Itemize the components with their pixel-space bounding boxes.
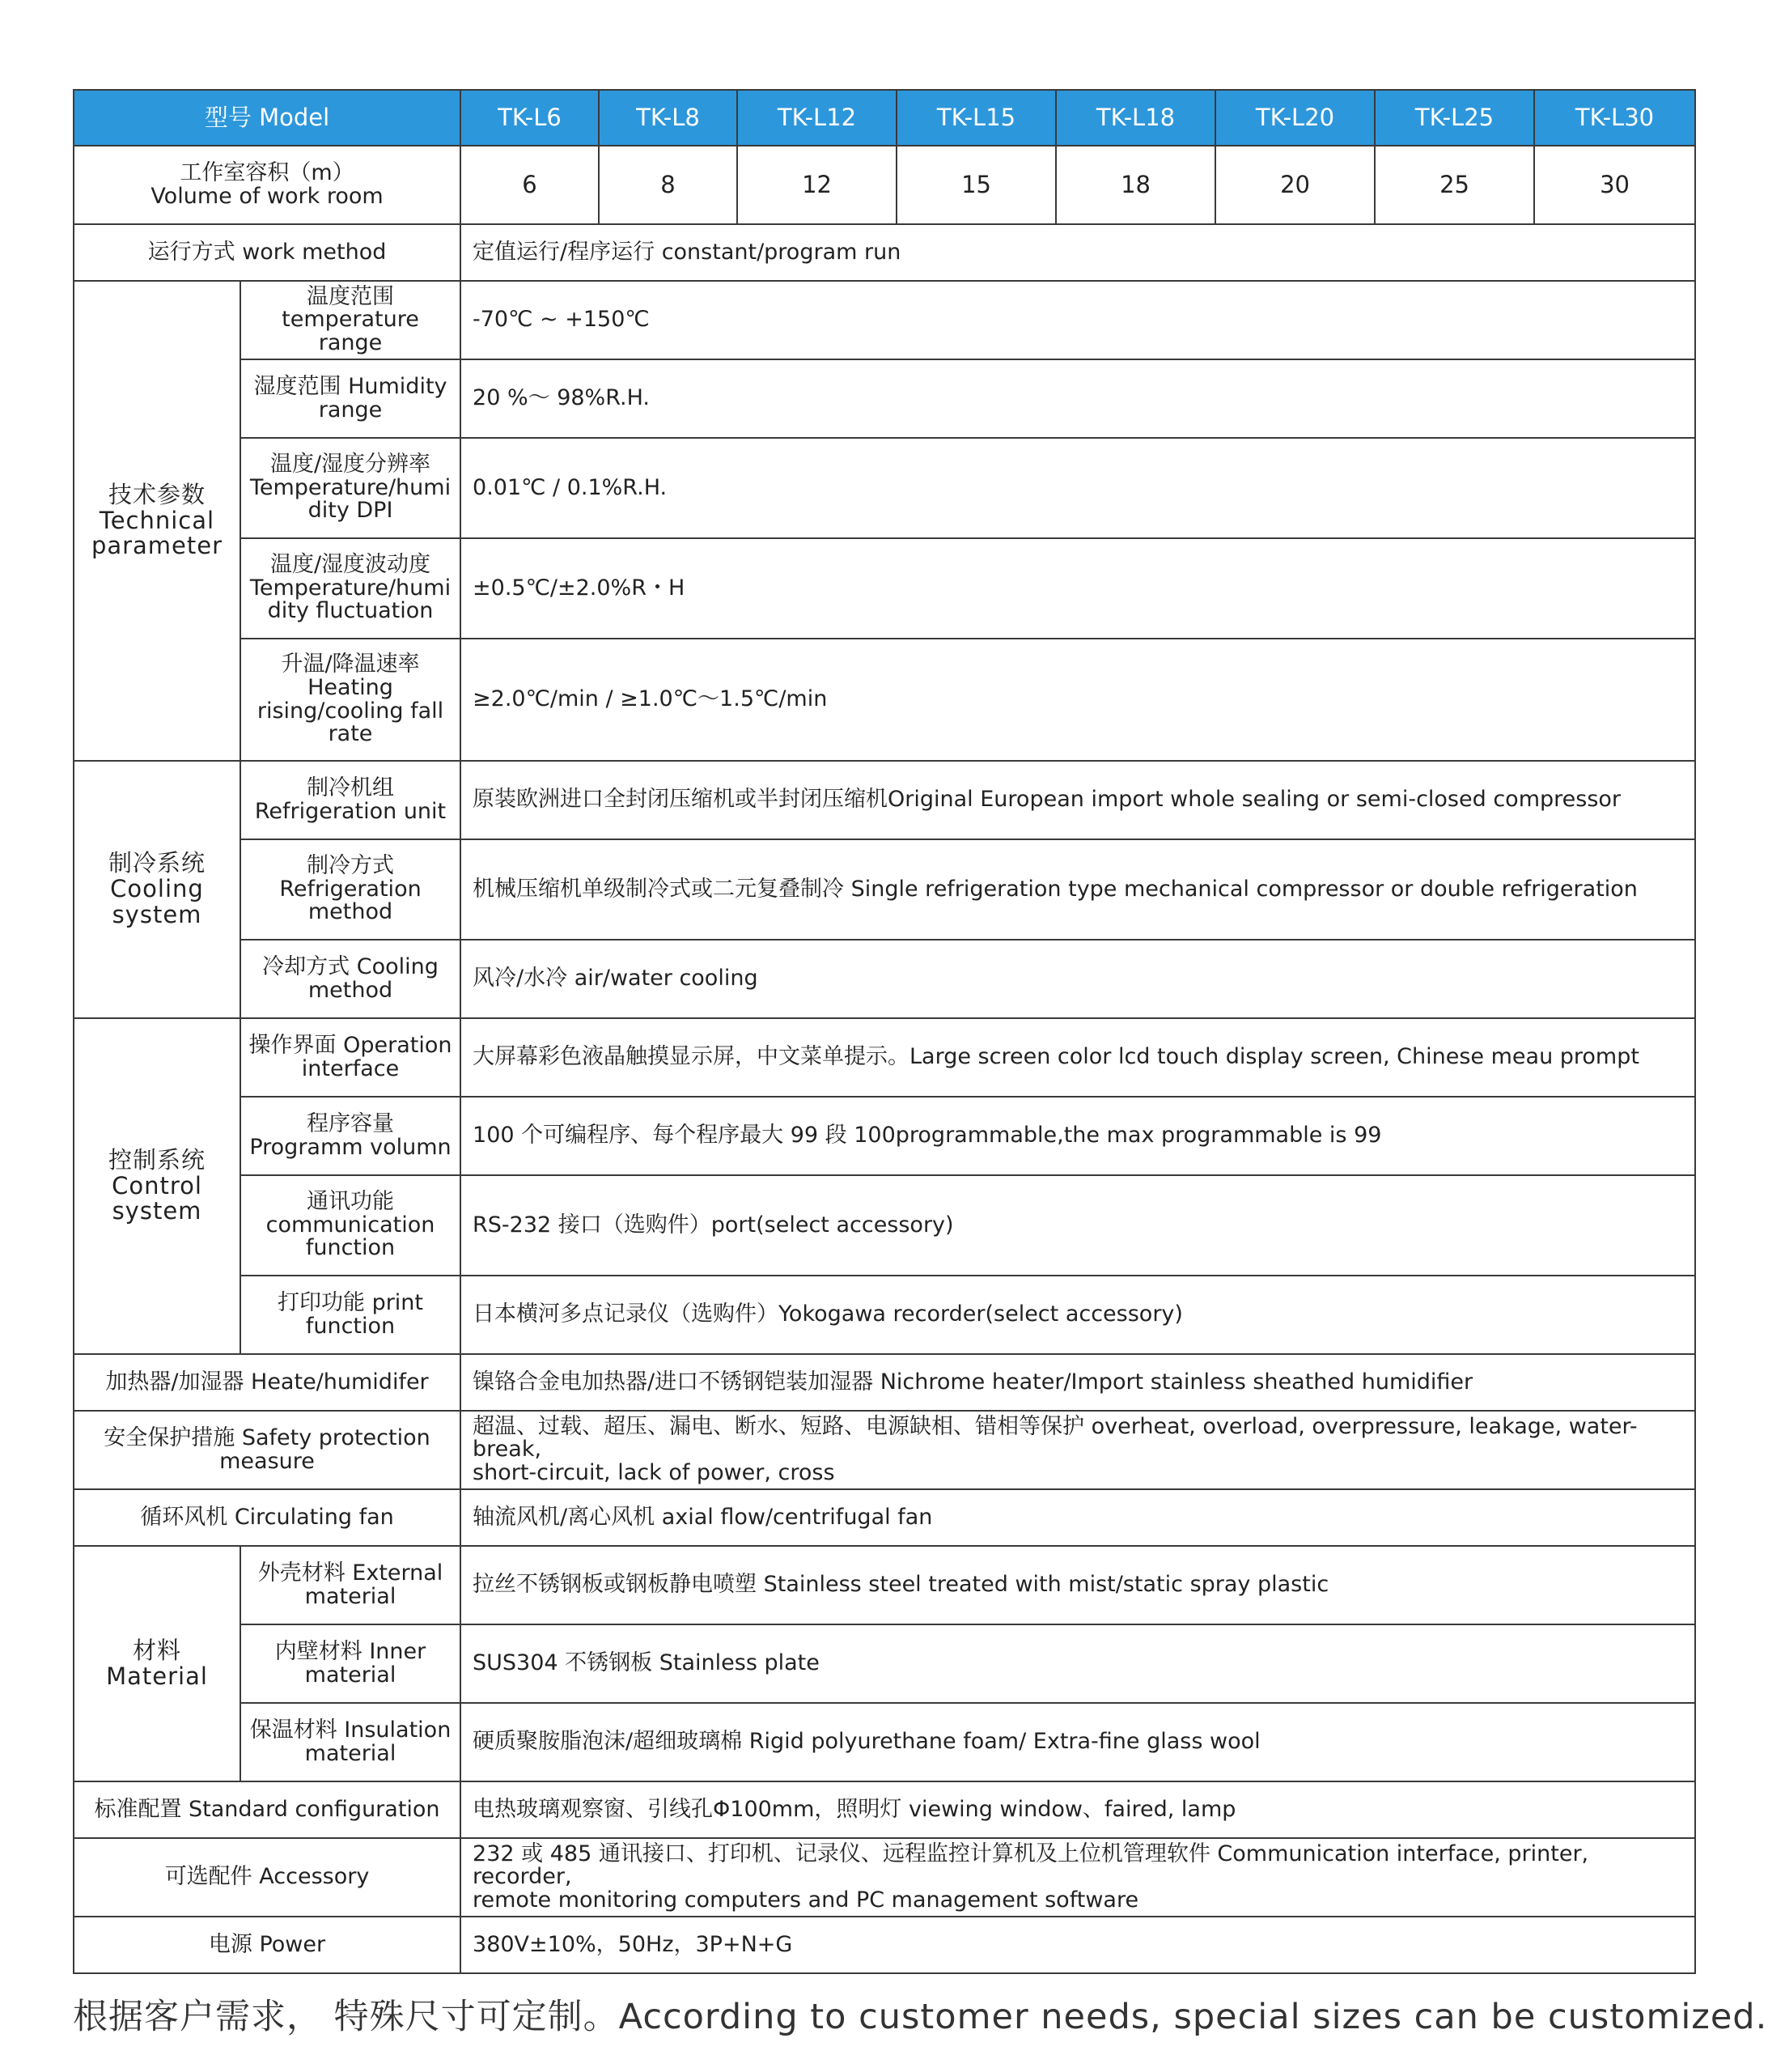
label-line: Refrigeration bbox=[279, 876, 422, 902]
cooling-group-en: system bbox=[112, 900, 202, 928]
material-group-en: Material bbox=[106, 1662, 208, 1690]
value-line: short-circuit, lack of power, cross bbox=[473, 1459, 835, 1485]
label-line: Temperature/humi bbox=[249, 575, 452, 601]
cooling-param-value: 机械压缩机单级制冷式或二元复叠制冷 Single refrigeration type mechanical compressor or double refrigeration bbox=[460, 839, 1695, 940]
model-tk-l25: TK-L25 bbox=[1375, 90, 1534, 146]
fan-row bbox=[74, 1489, 1695, 1546]
volume-label-en: Volume of work room bbox=[151, 183, 384, 209]
label-line: rate bbox=[328, 721, 373, 747]
technical-group-label bbox=[74, 281, 240, 761]
label-line: Heating bbox=[307, 674, 393, 700]
model-tk-l8: TK-L8 bbox=[599, 90, 737, 146]
label-line: method bbox=[307, 899, 393, 925]
model-tk-l30: TK-L30 bbox=[1534, 90, 1695, 146]
material-param-value: SUS304 不锈钢板 Stainless plate bbox=[460, 1624, 1695, 1703]
technical-group-en: parameter bbox=[91, 532, 223, 560]
standard-value: 电热玻璃观察窗、引线孔Φ100mm，照明灯 viewing window、faired, lamp bbox=[460, 1781, 1695, 1838]
model-tk-l6: TK-L6 bbox=[460, 90, 599, 146]
tech-param-label bbox=[240, 359, 460, 438]
volume-row bbox=[74, 146, 1695, 224]
fan-value: 轴流风机/离心风机 axial flow/centrifugal fan bbox=[460, 1489, 1695, 1546]
tech-row-rate bbox=[74, 639, 1695, 761]
label-line: material bbox=[304, 1583, 396, 1609]
cooling-param-value: 原装欧洲进口全封闭压缩机或半封闭压缩机Original European import whole sealing or semi-closed compressor bbox=[460, 761, 1695, 839]
accessory-row bbox=[74, 1838, 1695, 1917]
model-tk-l12: TK-L12 bbox=[737, 90, 897, 146]
material-group-cn: 材料 bbox=[132, 1636, 181, 1664]
label-line: communication bbox=[265, 1212, 435, 1238]
tech-param-label bbox=[240, 639, 460, 761]
work-method-label: 运行方式 work method bbox=[74, 224, 460, 281]
label-line: method bbox=[307, 977, 393, 1003]
technical-group-en: Technical bbox=[99, 506, 215, 534]
fan-label: 循环风机 Circulating fan bbox=[74, 1489, 460, 1546]
label-line: 安全保护措施 Safety protection bbox=[104, 1424, 430, 1450]
volume-label bbox=[74, 146, 460, 224]
volume-value: 18 bbox=[1056, 146, 1215, 224]
power-value: 380V±10%，50Hz，3P+N+G bbox=[460, 1917, 1695, 1973]
label-line: 制冷方式 bbox=[307, 853, 394, 879]
material-row-external bbox=[74, 1546, 1695, 1624]
control-param-value: 日本横河多点记录仪（选购件）Yokogawa recorder(select accessory) bbox=[460, 1276, 1695, 1354]
technical-group-cn: 技术参数 bbox=[108, 480, 206, 508]
cooling-param-label bbox=[240, 839, 460, 940]
label-line: range bbox=[318, 397, 383, 422]
volume-value: 8 bbox=[599, 146, 737, 224]
spec-table bbox=[73, 89, 1696, 1974]
label-line: dity fluctuation bbox=[267, 598, 434, 624]
volume-value: 12 bbox=[737, 146, 897, 224]
label-line: 打印功能 print bbox=[277, 1289, 424, 1315]
tech-param-label bbox=[240, 438, 460, 538]
cooling-param-label bbox=[240, 940, 460, 1018]
material-row-insulation bbox=[74, 1703, 1695, 1781]
label-line: Temperature/humi bbox=[249, 474, 452, 500]
control-group-label bbox=[74, 1018, 240, 1354]
customization-note: 根据客户需求， 特殊尺寸可定制。According to customer needs, special sizes can be customized. bbox=[73, 1997, 1768, 2037]
volume-value: 6 bbox=[460, 146, 599, 224]
model-tk-l18: TK-L18 bbox=[1056, 90, 1215, 146]
safety-label bbox=[74, 1411, 460, 1489]
model-label: 型号 Model bbox=[74, 90, 460, 146]
label-line: 外壳材料 External bbox=[257, 1560, 443, 1586]
label-line: 升温/降温速率 bbox=[281, 652, 420, 677]
volume-value: 25 bbox=[1375, 146, 1534, 224]
work-method-row bbox=[74, 224, 1695, 281]
control-row-interface bbox=[74, 1018, 1695, 1097]
standard-label: 标准配置 Standard configuration bbox=[74, 1781, 460, 1838]
tech-row-fluctuation bbox=[74, 538, 1695, 639]
power-label: 电源 Power bbox=[74, 1917, 460, 1973]
control-group-en: system bbox=[112, 1197, 202, 1225]
control-param-label bbox=[240, 1276, 460, 1354]
material-param-label bbox=[240, 1546, 460, 1624]
tech-param-value: ≥2.0℃/min / ≥1.0℃～1.5℃/min bbox=[460, 639, 1695, 761]
control-param-label bbox=[240, 1018, 460, 1097]
heater-row bbox=[74, 1354, 1695, 1411]
label-line: dity DPI bbox=[307, 498, 393, 524]
value-line: 232 或 485 通讯接口、打印机、记录仪、远程监控计算机及上位机管理软件 Communication interface, printer, recorder, bbox=[473, 1841, 1589, 1890]
cooling-group-en: Cooling bbox=[110, 875, 204, 903]
material-param-value: 硬质聚胺脂泡沫/超细玻璃棉 Rigid polyurethane foam/ Extra-fine glass wool bbox=[460, 1703, 1695, 1781]
label-line: 通讯功能 bbox=[307, 1189, 394, 1215]
label-line: rising/cooling fall bbox=[257, 698, 444, 724]
material-param-label bbox=[240, 1703, 460, 1781]
control-row-communication bbox=[74, 1175, 1695, 1276]
value-line: remote monitoring computers and PC management software bbox=[473, 1887, 1139, 1913]
volume-value: 20 bbox=[1215, 146, 1375, 224]
tech-row-humidity-range bbox=[74, 359, 1695, 438]
header-row bbox=[74, 90, 1695, 146]
label-line: 操作界面 Operation bbox=[248, 1032, 452, 1058]
heater-value: 镍铬合金电加热器/进口不锈钢铠装加湿器 Nichrome heater/Import stainless sheathed humidifier bbox=[460, 1354, 1695, 1411]
power-row bbox=[74, 1917, 1695, 1973]
control-param-label bbox=[240, 1097, 460, 1175]
value-line: 超温、过载、超压、漏电、断水、短路、电源缺相、错相等保护 overheat, overload, overpressure, leakage, water-break, bbox=[473, 1413, 1638, 1463]
tech-param-value: -70℃ ~ +150℃ bbox=[460, 281, 1695, 359]
label-line: function bbox=[305, 1235, 396, 1261]
tech-param-label bbox=[240, 281, 460, 359]
safety-value bbox=[460, 1411, 1695, 1489]
model-tk-l20: TK-L20 bbox=[1215, 90, 1375, 146]
tech-param-value: 0.01℃ / 0.1%R.H. bbox=[460, 438, 1695, 538]
label-line: function bbox=[305, 1313, 396, 1339]
label-line: material bbox=[304, 1740, 396, 1766]
cooling-group-cn: 制冷系统 bbox=[108, 849, 206, 877]
control-param-value: 大屏幕彩色液晶触摸显示屏，中文菜单提示。Large screen color lcd touch display screen, Chinese meau prompt bbox=[460, 1018, 1695, 1097]
standard-row bbox=[74, 1781, 1695, 1838]
control-param-label bbox=[240, 1175, 460, 1276]
label-line: 温度/湿度波动度 bbox=[269, 552, 431, 578]
work-method-value: 定值运行/程序运行 constant/program run bbox=[460, 224, 1695, 281]
label-line: 冷却方式 Cooling bbox=[262, 953, 439, 979]
cooling-param-label bbox=[240, 761, 460, 839]
cooling-row-cooling bbox=[74, 940, 1695, 1018]
volume-value: 15 bbox=[897, 146, 1056, 224]
control-row-program bbox=[74, 1097, 1695, 1175]
label-line: material bbox=[304, 1662, 396, 1688]
tech-param-value: ±0.5℃/±2.0%R・H bbox=[460, 538, 1695, 639]
label-line: Refrigeration unit bbox=[254, 798, 447, 824]
label-line: temperature range bbox=[282, 307, 419, 355]
control-group-en: Control bbox=[112, 1171, 202, 1199]
material-group-label bbox=[74, 1546, 240, 1781]
label-line: Programm volumn bbox=[249, 1134, 452, 1160]
model-tk-l15: TK-L15 bbox=[897, 90, 1056, 146]
label-line: 内壁材料 Inner bbox=[274, 1638, 426, 1664]
label-line: 程序容量 bbox=[307, 1110, 394, 1136]
material-row-inner bbox=[74, 1624, 1695, 1703]
control-param-value: RS-232 接口（选购件）port(select accessory) bbox=[460, 1175, 1695, 1276]
volume-value: 30 bbox=[1534, 146, 1695, 224]
control-param-value: 100 个可编程序、每个程序最大 99 段 100programmable,the max programmable is 99 bbox=[460, 1097, 1695, 1175]
accessory-label: 可选配件 Accessory bbox=[74, 1838, 460, 1917]
label-line: interface bbox=[301, 1055, 400, 1081]
label-line: 温度范围 bbox=[307, 283, 394, 309]
material-param-label bbox=[240, 1624, 460, 1703]
label-line: 保温材料 Insulation bbox=[249, 1717, 452, 1743]
material-param-value: 拉丝不锈钢板或钢板静电喷塑 Stainless steel treated with mist/static spray plastic bbox=[460, 1546, 1695, 1624]
label-line: measure bbox=[219, 1448, 315, 1474]
tech-param-value: 20 %～ 98%R.H. bbox=[460, 359, 1695, 438]
heater-label: 加热器/加湿器 Heate/humidifer bbox=[74, 1354, 460, 1411]
tech-row-dpi bbox=[74, 438, 1695, 538]
accessory-value bbox=[460, 1838, 1695, 1917]
control-group-cn: 控制系统 bbox=[108, 1145, 206, 1174]
tech-row-temperature-range bbox=[74, 281, 1695, 359]
label-line: 湿度范围 Humidity bbox=[253, 373, 447, 399]
cooling-row-unit bbox=[74, 761, 1695, 839]
safety-row bbox=[74, 1411, 1695, 1489]
label-line: 温度/湿度分辨率 bbox=[269, 452, 431, 478]
volume-label-cn: 工作室容积（m） bbox=[180, 159, 354, 185]
tech-param-label bbox=[240, 538, 460, 639]
control-row-print bbox=[74, 1276, 1695, 1354]
cooling-group-label bbox=[74, 761, 240, 1018]
cooling-param-value: 风冷/水冷 air/water cooling bbox=[460, 940, 1695, 1018]
label-line: 制冷机组 bbox=[307, 775, 394, 800]
cooling-row-method bbox=[74, 839, 1695, 940]
